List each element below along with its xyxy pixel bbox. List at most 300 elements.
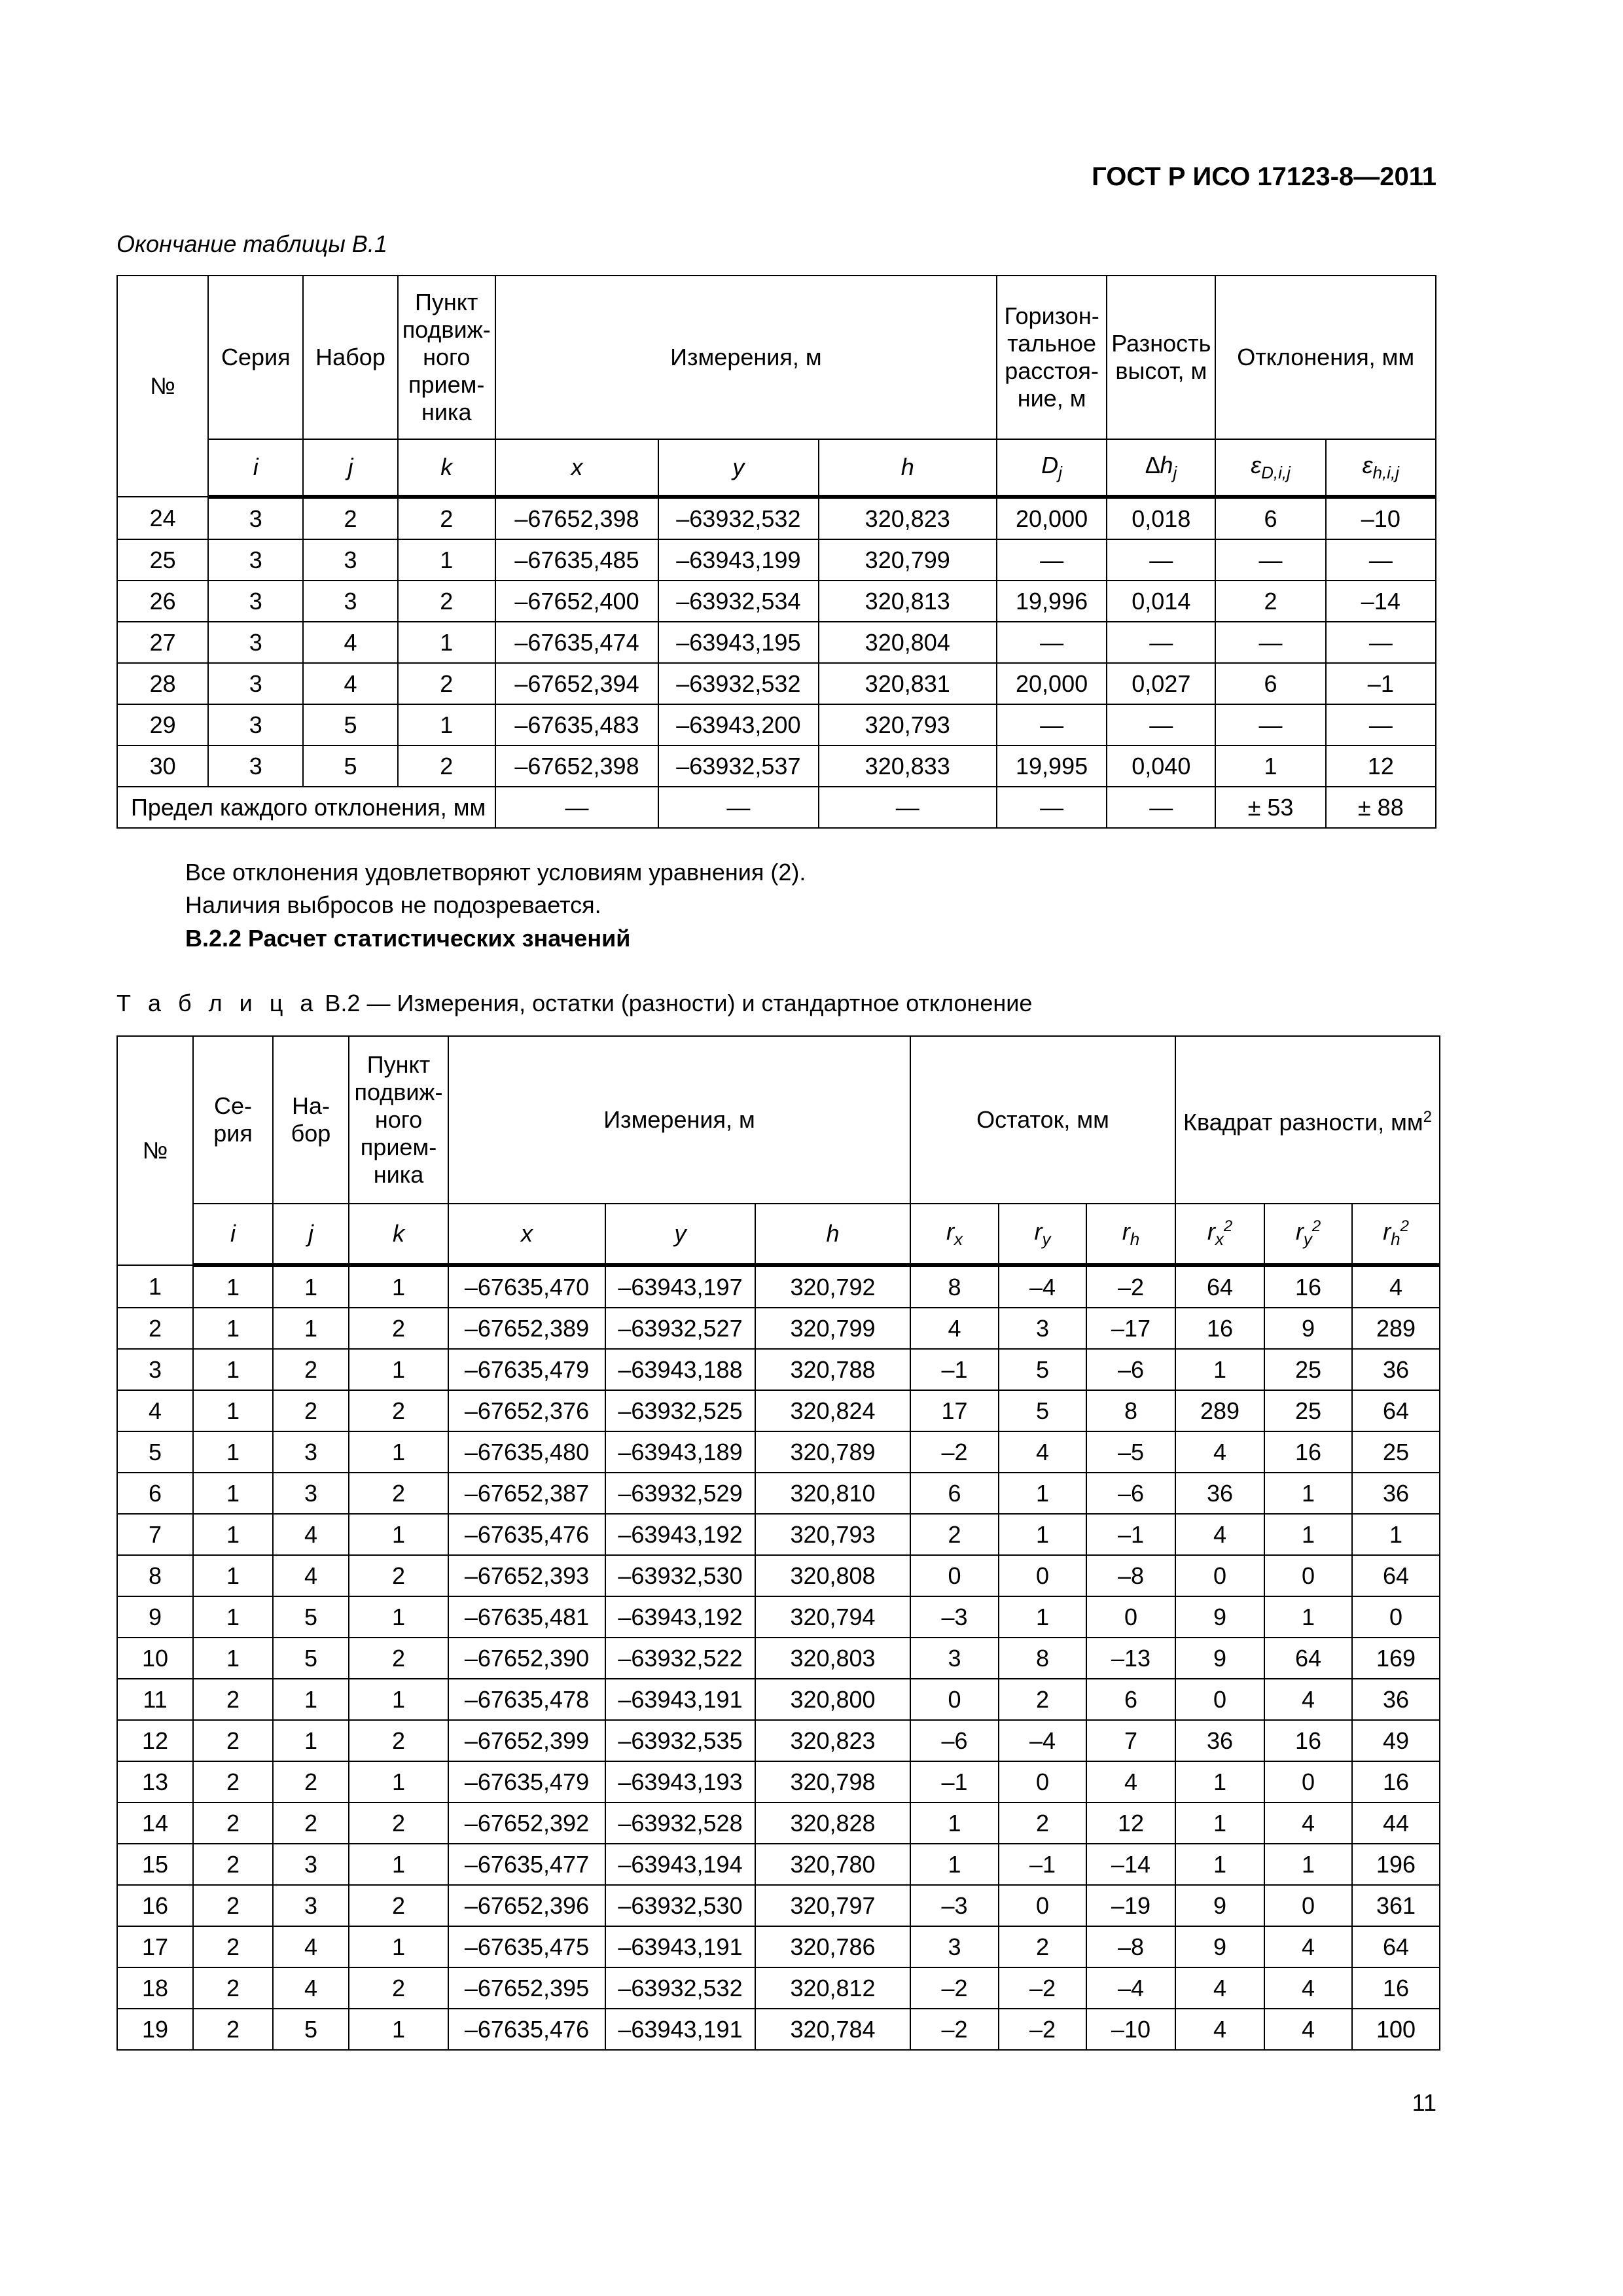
table-cell: 7 (117, 1514, 193, 1555)
table-cell: 1 (398, 539, 495, 581)
table-cell: 5 (273, 2009, 349, 2050)
table-cell: 19 (117, 2009, 193, 2050)
table-cell: –4 (999, 1265, 1086, 1308)
table-cell: 2 (273, 1349, 349, 1390)
col-point-header: Пункт подвиж-ного прием-ника (398, 276, 495, 439)
limit-cell: — (1107, 787, 1215, 828)
table-row (117, 745, 1436, 787)
table-cell: 9 (1175, 1596, 1264, 1638)
table-cell: 64 (1175, 1265, 1264, 1308)
table-cell: 2 (349, 1885, 448, 1926)
table-cell: –8 (1086, 1926, 1175, 1967)
table-cell: 289 (1175, 1390, 1264, 1431)
table-cell: 1 (193, 1473, 273, 1514)
document-code: ГОСТ Р ИСО 17123-8—2011 (1092, 162, 1436, 191)
table-cell: 1 (1215, 745, 1325, 787)
table-cell: 4 (117, 1390, 193, 1431)
table-cell: –63932,535 (605, 1720, 755, 1761)
table-cell: 2 (273, 1761, 349, 1803)
table-cell: 289 (1352, 1308, 1440, 1349)
table-cell: 4 (303, 663, 397, 704)
table-cell: — (1107, 539, 1215, 581)
limit-label: Предел каждого отклонения, мм (117, 787, 495, 828)
limit-cell: — (495, 787, 658, 828)
table-cell: 13 (117, 1761, 193, 1803)
table-cell: 9 (1175, 1638, 1264, 1679)
table-cell: 3 (208, 581, 303, 622)
table-cell: –63943,192 (605, 1514, 755, 1555)
table-cell: 1 (273, 1308, 349, 1349)
table-cell: 16 (1264, 1720, 1352, 1761)
table-cell: –2 (910, 2009, 999, 2050)
col-no-header: № (117, 276, 208, 497)
table-cell: –67635,476 (448, 2009, 605, 2050)
table-cell: 0,014 (1107, 581, 1215, 622)
sym-k: k (398, 439, 495, 497)
table-cell: 2 (999, 1926, 1086, 1967)
table-cell: 0 (1264, 1555, 1352, 1596)
table-cell: 0 (910, 1679, 999, 1720)
table-cell: –2 (999, 1967, 1086, 2009)
table-cell: 3 (208, 663, 303, 704)
table-cell: 4 (273, 1514, 349, 1555)
table-cell: 2 (193, 1926, 273, 1967)
table-cell: 3 (910, 1638, 999, 1679)
table-cell: 320,833 (819, 745, 997, 787)
table-cell: 320,823 (819, 497, 997, 539)
sym-dj: $D_j$ (997, 439, 1107, 497)
table-cell: –67652,392 (448, 1803, 605, 1844)
table-cell: 25 (1264, 1390, 1352, 1431)
table-cell: –67652,394 (495, 663, 658, 704)
table-cell: 1 (193, 1265, 273, 1308)
table-cell: –63932,529 (605, 1473, 755, 1514)
table-b1-caption: Окончание таблицы В.1 (116, 230, 387, 257)
sym-x: x (448, 1204, 605, 1265)
table-cell: 9 (1264, 1308, 1352, 1349)
table-cell: –63932,532 (658, 497, 818, 539)
table-cell: 1 (1175, 1803, 1264, 1844)
table-cell: –67635,476 (448, 1514, 605, 1555)
table-cell: 36 (1352, 1349, 1440, 1390)
table-cell: –67635,483 (495, 704, 658, 745)
table-cell: –67635,470 (448, 1265, 605, 1308)
table-cell: 12 (1086, 1803, 1175, 1844)
table-cell: 36 (1352, 1473, 1440, 1514)
table-cell: –14 (1086, 1844, 1175, 1885)
table-cell: 320,799 (819, 539, 997, 581)
table-cell: 6 (1086, 1679, 1175, 1720)
table-cell: 64 (1264, 1638, 1352, 1679)
col-measurements-header: Измерения, м (495, 276, 997, 439)
table-cell: 2 (999, 1803, 1086, 1844)
table-cell: –10 (1326, 497, 1436, 539)
table-cell: 3 (208, 622, 303, 663)
table-cell: 5 (999, 1390, 1086, 1431)
table-cell: 320,793 (755, 1514, 910, 1555)
table-cell: 4 (1264, 1679, 1352, 1720)
table-cell: 2 (273, 1803, 349, 1844)
table-cell: 7 (1086, 1720, 1175, 1761)
table-cell: — (1326, 704, 1436, 745)
table-cell: 4 (1264, 2009, 1352, 2050)
table-cell: 0 (1352, 1596, 1440, 1638)
table-cell: –63932,525 (605, 1390, 755, 1431)
table-cell: 16 (1352, 1967, 1440, 2009)
table-cell: 1 (349, 1596, 448, 1638)
table-cell: –1 (910, 1761, 999, 1803)
table-row (117, 1761, 1440, 1803)
table-cell: 2 (349, 1555, 448, 1596)
sym-h: h (819, 439, 997, 497)
table-cell: 44 (1352, 1803, 1440, 1844)
table-row (117, 581, 1436, 622)
table-cell: — (1107, 622, 1215, 663)
table-cell: –63943,189 (605, 1431, 755, 1473)
table-row (117, 1967, 1440, 2009)
table-row (117, 1473, 1440, 1514)
table-cell: 320,823 (755, 1720, 910, 1761)
table-cell: — (1326, 622, 1436, 663)
table-cell: 1 (398, 622, 495, 663)
table-cell: 8 (1086, 1390, 1175, 1431)
table-cell: 1 (273, 1679, 349, 1720)
table-cell: — (1215, 622, 1325, 663)
limit-cell: — (658, 787, 818, 828)
table-cell: 4 (910, 1308, 999, 1349)
table-cell: 2 (398, 745, 495, 787)
table-cell: 320,804 (819, 622, 997, 663)
sym-ry: $r_y$ (999, 1204, 1086, 1265)
table-cell: 1 (117, 1265, 193, 1308)
table-cell: –2 (910, 1431, 999, 1473)
table-cell: 5 (303, 704, 397, 745)
table-cell: –63932,528 (605, 1803, 755, 1844)
table-cell: — (997, 539, 1107, 581)
table-cell: 320,794 (755, 1596, 910, 1638)
table-cell: 1 (193, 1349, 273, 1390)
table-cell: 11 (117, 1679, 193, 1720)
table-cell: 320,798 (755, 1761, 910, 1803)
table-cell: 12 (117, 1720, 193, 1761)
col-deviations-header: Отклонения, мм (1215, 276, 1436, 439)
table-cell: 0 (1086, 1596, 1175, 1638)
sym-j: j (273, 1204, 349, 1265)
table-cell: 2 (349, 1720, 448, 1761)
table-row (117, 1390, 1440, 1431)
table-cell: 2 (193, 1720, 273, 1761)
table-cell: 29 (117, 704, 208, 745)
sym-i: i (193, 1204, 273, 1265)
table-cell: 1 (349, 1514, 448, 1555)
table-cell: 30 (117, 745, 208, 787)
table-cell: –67652,390 (448, 1638, 605, 1679)
table-cell: 3 (208, 539, 303, 581)
table-cell: –67652,399 (448, 1720, 605, 1761)
table-cell: 0 (1264, 1761, 1352, 1803)
table-row (117, 1638, 1440, 1679)
table-cell: 1 (910, 1844, 999, 1885)
table-cell: 15 (117, 1844, 193, 1885)
table-cell: –67652,393 (448, 1555, 605, 1596)
table-cell: 3 (303, 539, 397, 581)
table-cell: 2 (117, 1308, 193, 1349)
table-row (117, 539, 1436, 581)
table-cell: 19,995 (997, 745, 1107, 787)
table-cell: –67652,376 (448, 1390, 605, 1431)
table-cell: –67652,395 (448, 1967, 605, 2009)
table-cell: –1 (1086, 1514, 1175, 1555)
table-cell: 320,813 (819, 581, 997, 622)
table-cell: –63932,532 (605, 1967, 755, 2009)
table-cell: 2 (273, 1390, 349, 1431)
table-cell: –67652,389 (448, 1308, 605, 1349)
table-b1 (116, 275, 1436, 829)
sym-ry2: $r_y^2$ (1264, 1204, 1352, 1265)
col-square-header: Квадрат разности, $мм^2$ (1175, 1036, 1440, 1204)
table-cell: 320,831 (819, 663, 997, 704)
table-cell: –63932,527 (605, 1308, 755, 1349)
table-cell: –63943,191 (605, 2009, 755, 2050)
table-cell: 1 (193, 1390, 273, 1431)
table-cell: –1 (910, 1349, 999, 1390)
table-row (117, 1926, 1440, 1967)
table-cell: 320,792 (755, 1265, 910, 1308)
table-cell: 1 (999, 1596, 1086, 1638)
table-cell: –63943,194 (605, 1844, 755, 1885)
table-cell: 320,808 (755, 1555, 910, 1596)
table-cell: –63932,537 (658, 745, 818, 787)
table-cell: –67652,398 (495, 745, 658, 787)
table-cell: 25 (117, 539, 208, 581)
table-cell: 0,027 (1107, 663, 1215, 704)
table-cell: — (997, 704, 1107, 745)
table-cell: 9 (117, 1596, 193, 1638)
table-cell: 19,996 (997, 581, 1107, 622)
table-cell: 4 (1175, 1967, 1264, 2009)
table-row (117, 1349, 1440, 1390)
table-cell: 1 (1175, 1349, 1264, 1390)
table-cell: –5 (1086, 1431, 1175, 1473)
table-cell: –67635,481 (448, 1596, 605, 1638)
table-cell: 1 (349, 1265, 448, 1308)
table-cell: 2 (349, 1473, 448, 1514)
table-cell: 5 (117, 1431, 193, 1473)
table-cell: 5 (303, 745, 397, 787)
table-cell: –2 (999, 2009, 1086, 2050)
table-cell: 2 (398, 581, 495, 622)
table-cell: 2 (193, 2009, 273, 2050)
table-cell: –1 (1326, 663, 1436, 704)
sym-rx: $r_x$ (910, 1204, 999, 1265)
table-cell: 17 (117, 1926, 193, 1967)
table-cell: 320,780 (755, 1844, 910, 1885)
table-cell: — (1215, 539, 1325, 581)
table-cell: — (1326, 539, 1436, 581)
table-cell: –6 (1086, 1349, 1175, 1390)
table-cell: 36 (1175, 1473, 1264, 1514)
table-cell: 0 (1175, 1679, 1264, 1720)
col-hdiff-header: Разность высот, м (1107, 276, 1215, 439)
table-cell: –3 (910, 1885, 999, 1926)
table-row (117, 1844, 1440, 1885)
table-cell: –67652,400 (495, 581, 658, 622)
table-cell: 16 (1175, 1308, 1264, 1349)
table-row (117, 1514, 1440, 1555)
table-row (117, 1431, 1440, 1473)
table-cell: 1 (349, 1431, 448, 1473)
table-cell: –67635,479 (448, 1349, 605, 1390)
table-cell: –67635,485 (495, 539, 658, 581)
col-set-header: На-бор (273, 1036, 349, 1204)
table-cell: 2 (349, 1308, 448, 1349)
table-cell: 0 (910, 1555, 999, 1596)
table-cell: 20,000 (997, 497, 1107, 539)
table-cell: 1 (349, 2009, 448, 2050)
table-cell: 4 (1175, 2009, 1264, 2050)
table-cell: 1 (1264, 1844, 1352, 1885)
table-cell: –63943,191 (605, 1926, 755, 1967)
table-cell: 1 (398, 704, 495, 745)
table-cell: –67652,387 (448, 1473, 605, 1514)
table-cell: 36 (1352, 1679, 1440, 1720)
table-cell: 2 (349, 1638, 448, 1679)
table-b2-caption: Т а б л и ц а В.2 — Измерения, остатки (разности) и стандартное отклонение (116, 990, 1033, 1016)
table-cell: –63943,191 (605, 1679, 755, 1720)
table-cell: 320,824 (755, 1390, 910, 1431)
table-cell: 1 (1175, 1844, 1264, 1885)
table-cell: 1 (1175, 1761, 1264, 1803)
table-cell: 36 (1175, 1720, 1264, 1761)
sym-i: i (208, 439, 303, 497)
table-cell: 1 (193, 1308, 273, 1349)
table-cell: 4 (273, 1555, 349, 1596)
limit-row (117, 787, 1436, 828)
table-cell: –10 (1086, 2009, 1175, 2050)
sym-eps-d: $\varepsilon_{D,i,j}$ (1215, 439, 1325, 497)
table-cell: –2 (910, 1967, 999, 2009)
table-row (117, 1596, 1440, 1638)
table-cell: 320,803 (755, 1638, 910, 1679)
table-cell: 4 (273, 1926, 349, 1967)
table-cell: 2 (193, 1761, 273, 1803)
table-row (117, 1803, 1440, 1844)
table-cell: –67652,396 (448, 1885, 605, 1926)
table-cell: 16 (1264, 1265, 1352, 1308)
table-cell: 320,788 (755, 1349, 910, 1390)
table-cell: 49 (1352, 1720, 1440, 1761)
col-series-header: Се-рия (193, 1036, 273, 1204)
table-cell: 0 (999, 1555, 1086, 1596)
table-cell: 1 (1264, 1596, 1352, 1638)
table-cell: 320,797 (755, 1885, 910, 1926)
table-cell: 20,000 (997, 663, 1107, 704)
limit-cell: ± 88 (1326, 787, 1436, 828)
sym-rh: $r_h$ (1086, 1204, 1175, 1265)
table-cell: 1 (193, 1555, 273, 1596)
table-cell: 4 (303, 622, 397, 663)
table-cell: 2 (193, 1803, 273, 1844)
table-cell: –4 (1086, 1967, 1175, 2009)
sym-rh2: $r_h^2$ (1352, 1204, 1440, 1265)
table-cell: 3 (303, 581, 397, 622)
table-cell: –63943,193 (605, 1761, 755, 1803)
table-cell: 2 (398, 663, 495, 704)
col-measurements-header: Измерения, м (448, 1036, 910, 1204)
table-cell: 2 (349, 1967, 448, 2009)
table-cell: 2 (193, 1679, 273, 1720)
col-hdist-header: Горизон-тальное расстоя-ние, м (997, 276, 1107, 439)
table-cell: –63943,195 (658, 622, 818, 663)
sym-j: j (303, 439, 397, 497)
table-cell: 8 (910, 1265, 999, 1308)
table-cell: 0 (1264, 1885, 1352, 1926)
table-cell: 1 (999, 1514, 1086, 1555)
table-cell: –67635,478 (448, 1679, 605, 1720)
table-cell: 18 (117, 1967, 193, 2009)
table-cell: 1 (1352, 1514, 1440, 1555)
table-cell: –17 (1086, 1308, 1175, 1349)
table-cell: –67635,479 (448, 1761, 605, 1803)
table-cell: 1 (193, 1514, 273, 1555)
table-cell: 320,793 (819, 704, 997, 745)
section-heading: В.2.2 Расчет статистических значений (185, 925, 631, 952)
col-residual-header: Остаток, мм (910, 1036, 1175, 1204)
table-cell: 320,828 (755, 1803, 910, 1844)
table-cell: 2 (999, 1679, 1086, 1720)
table-cell: 320,810 (755, 1473, 910, 1514)
table-cell: 169 (1352, 1638, 1440, 1679)
table-cell: –63932,534 (658, 581, 818, 622)
table-cell: –4 (999, 1720, 1086, 1761)
table-cell: 320,799 (755, 1308, 910, 1349)
table-cell: 100 (1352, 2009, 1440, 2050)
col-set-header: Набор (303, 276, 397, 439)
col-series-header: Серия (208, 276, 303, 439)
table-cell: –63943,197 (605, 1265, 755, 1308)
table-cell: 2 (303, 497, 397, 539)
table-cell: –63932,522 (605, 1638, 755, 1679)
table-cell: –3 (910, 1596, 999, 1638)
table-cell: 3 (273, 1473, 349, 1514)
table-cell: 16 (1352, 1761, 1440, 1803)
table-cell: 196 (1352, 1844, 1440, 1885)
table-cell: 1 (1264, 1514, 1352, 1555)
table-cell: 4 (1264, 1967, 1352, 2009)
table-cell: 3 (208, 745, 303, 787)
table-cell: 4 (1086, 1761, 1175, 1803)
table-cell: –2 (1086, 1265, 1175, 1308)
table-cell: 16 (1264, 1431, 1352, 1473)
limit-cell: ± 53 (1215, 787, 1325, 828)
table-cell: 1 (349, 1926, 448, 1967)
table-cell: 1 (910, 1803, 999, 1844)
table-cell: –63943,200 (658, 704, 818, 745)
table-row (117, 1885, 1440, 1926)
table-cell: 5 (999, 1349, 1086, 1390)
table-cell: 1 (349, 1679, 448, 1720)
table-cell: 16 (117, 1885, 193, 1926)
table-cell: 3 (208, 497, 303, 539)
table-cell: 2 (398, 497, 495, 539)
table-cell: 0 (999, 1885, 1086, 1926)
table-cell: 1 (999, 1473, 1086, 1514)
table-row (117, 1679, 1440, 1720)
table-cell: 4 (1175, 1431, 1264, 1473)
table-cell: 4 (999, 1431, 1086, 1473)
table-cell: 26 (117, 581, 208, 622)
table-b2 (116, 1035, 1440, 2051)
